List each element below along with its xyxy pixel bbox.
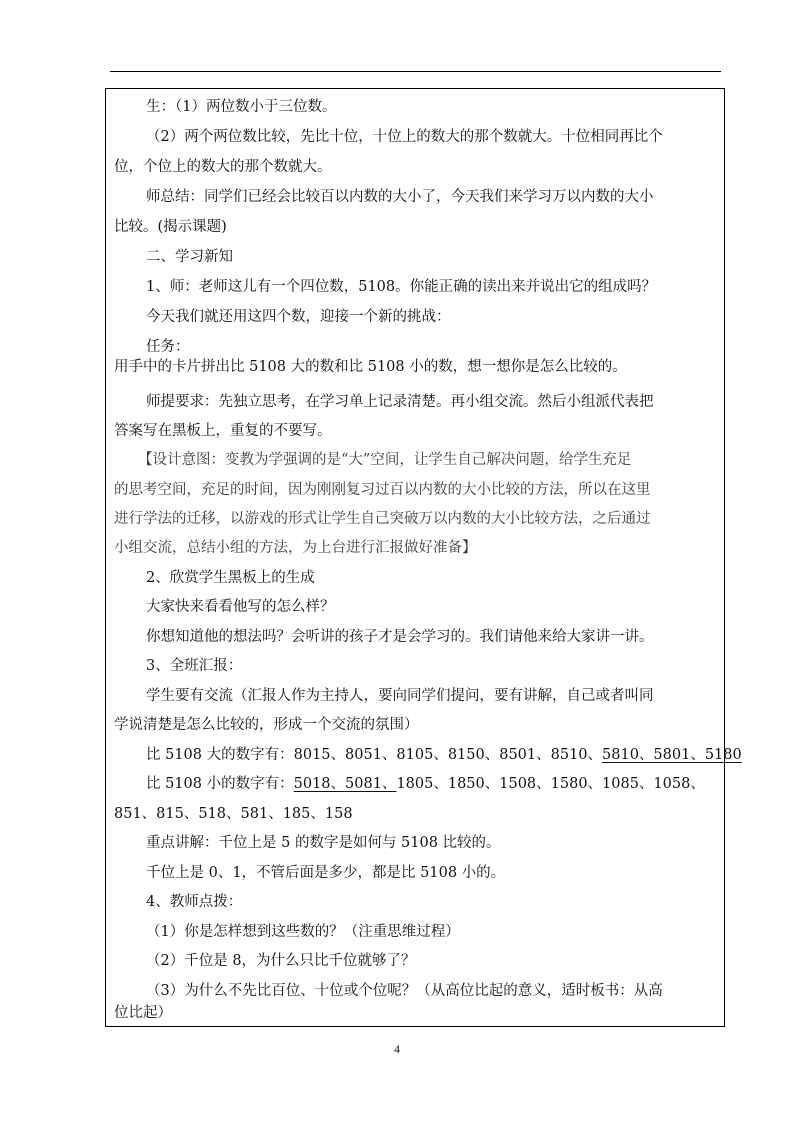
text-line: 生：（1）两位数小于三位数。 — [146, 99, 337, 115]
design-intent-line: 进行学法的迁移，以游戏的形式让学生自己突破万以内数的大小比较方法，之后通过 — [114, 511, 651, 527]
text-line: 3、全班汇报： — [146, 658, 243, 674]
text-line: 千位上是 0、1，不管后面是多少，都是比 5108 小的。 — [146, 865, 506, 881]
content-table-cell — [105, 88, 742, 1027]
text-span: 比 5108 大的数字有：8015、8051、8105、8150、8501、8510、 — [146, 747, 603, 763]
text-line: 师提要求：先独立思考，在学习单上记录清楚。再小组交流。然后小组派代表把 — [146, 394, 654, 410]
text-line: 1、师：老师这儿有一个四位数，5108。你能正确的读出来并说出它的组成吗？ — [146, 279, 657, 295]
text-line: （3）为什么不先比百位、十位或个位呢？（从高位比起的意义，适时板书：从高 — [146, 983, 663, 999]
design-intent-line: 的思考空间，充足的时间，因为刚刚复习过百以内数的大小比较的方法，所以在这里 — [114, 482, 651, 498]
text-line: （2）千位是 8，为什么只比千位就够了？ — [146, 953, 416, 969]
text-line: 答案写在黑板上，重复的不要写。 — [114, 423, 332, 439]
text-line: 你想知道他的想法吗？会听讲的孩子才是会学习的。我们请他来给大家讲一讲。 — [146, 629, 654, 645]
text-line: 学生要有交流（汇报人作为主持人，要向同学们提问，要有讲解，自己或者叫同 — [146, 688, 654, 704]
text-line: 大家快来看看他写的怎么样？ — [146, 599, 335, 615]
header-rule — [110, 71, 721, 72]
text-line: 用手中的卡片拼出比 5108 大的数和比 5108 小的数，想一想你是怎么比较的。 — [114, 359, 627, 375]
text-line — [146, 774, 705, 794]
text-line: 位比起） — [114, 1005, 172, 1021]
text-line: 今天我们就还用这四个数，迎接一个新的挑战： — [146, 309, 451, 325]
text-line: 师总结：同学们已经会比较百以内数的大小了，今天我们来学习万以内数的大小 — [146, 189, 654, 205]
text-line: （2）两个两位数比较，先比十位，十位上的数大的那个数就大。十位相同再比个 — [146, 129, 663, 145]
design-intent-line: 【设计意图：变教为学强调的是“大”空间，让学生自己解决问题，给学生充足 — [138, 452, 632, 468]
text-line: 比较。(揭示课题) — [114, 219, 227, 235]
text-line: 位，个位上的数大的那个数就大。 — [114, 159, 332, 175]
text-span: 1805、1850、1508、1580、1085、1058、 — [396, 776, 705, 792]
page-number: 4 — [394, 1042, 400, 1056]
text-line: 学说清楚是怎么比较的，形成一个交流的氛围） — [114, 717, 419, 733]
text-line: （1）你是怎样想到这些数的？（注重思维过程） — [146, 924, 460, 940]
underlined-numbers: 5810、5801、5180 — [602, 747, 742, 763]
text-line: 851、815、518、581、185、158 — [114, 806, 353, 822]
section-heading: 二、学习新知 — [146, 249, 233, 265]
text-line — [146, 745, 742, 765]
text-line: 任务： — [146, 339, 190, 355]
text-span: 比 5108 小的数字有： — [146, 776, 294, 792]
design-intent-line: 小组交流，总结小组的方法，为上台进行汇报做好准备】 — [114, 540, 477, 556]
text-line: 4、教师点拨： — [146, 894, 243, 910]
text-line: 重点讲解：千位上是 5 的数字是如何与 5108 比较的。 — [146, 835, 501, 851]
text-line: 2、欣赏学生黑板上的生成 — [146, 570, 315, 586]
underlined-numbers: 5018、5081、 — [293, 776, 397, 792]
